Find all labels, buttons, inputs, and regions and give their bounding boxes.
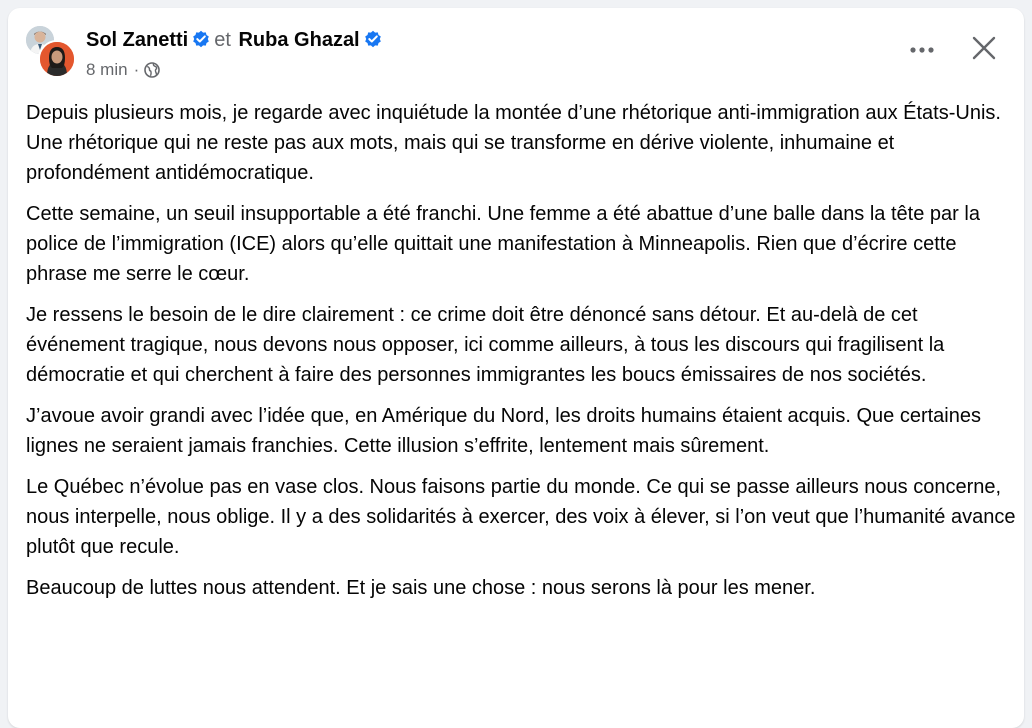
close-icon: [972, 36, 996, 65]
more-options-button[interactable]: [904, 32, 940, 68]
meta-separator: ·: [133, 60, 140, 79]
avatar-ruba-ghazal[interactable]: [38, 40, 76, 78]
verified-badge-icon: [364, 30, 382, 54]
author-avatars[interactable]: [24, 24, 76, 76]
globe-icon[interactable]: [144, 62, 160, 83]
post-paragraph: Beaucoup de luttes nous attendent. Et je sais une chose : nous serons là pour les mener.: [26, 577, 816, 599]
post-paragraph: J’avoue avoir grandi avec l’idée que, en Amérique du Nord, les droits humains étaient acquis. Que certaines lignes ne seraient jamais franchies. Cette illusion s’effrite, lentement mais sûrement.: [26, 405, 981, 457]
post-header: [8, 8, 1024, 88]
close-button[interactable]: [966, 32, 1002, 68]
post-timestamp[interactable]: 8 min: [86, 60, 128, 79]
author-name-2[interactable]: Ruba Ghazal: [238, 29, 360, 51]
more-horizontal-icon: [909, 41, 935, 59]
post-paragraph: Je ressens le besoin de le dire clairement : ce crime doit être dénoncé sans détour. Et au-delà de cet événement tragique, nous devons nous opposer, ici comme ailleurs, à tous les discours qui fragilisent la démocratie et qui cherchent à faire des personnes immigrantes les boucs émissaires de nos sociétés.: [26, 304, 945, 386]
post-paragraph: Depuis plusieurs mois, je regarde avec inquiétude la montée d’une rhétorique anti-immigration aux États-Unis. Une rhétorique qui ne reste pas aux mots, mais qui se transforme en dérive violente, inhumaine et profondément antidémocratique.: [26, 102, 1001, 184]
post-meta: [86, 60, 160, 83]
post-body: [26, 98, 1016, 614]
verified-badge-icon: [192, 30, 210, 54]
post-card: [8, 8, 1024, 728]
post-paragraph: Le Québec n’évolue pas en vase clos. Nous faisons partie du monde. Ce qui se passe ailleurs nous concerne, nous interpelle, nous oblige. Il y a des solidarités à exercer, des voix à élever, si l’on veut que l’humanité avance plutôt que recule.: [26, 476, 1016, 558]
author-connector: et: [214, 29, 231, 51]
post-authors: [86, 28, 386, 54]
author-name-1[interactable]: Sol Zanetti: [86, 29, 189, 51]
post-paragraph: Cette semaine, un seuil insupportable a été franchi. Une femme a été abattue d’une balle dans la tête par la police de l’immigration (ICE) alors qu’elle quittait une manifestation à Minneapolis. Rien que d’écrire cette phrase me serre le cœur.: [26, 203, 980, 285]
